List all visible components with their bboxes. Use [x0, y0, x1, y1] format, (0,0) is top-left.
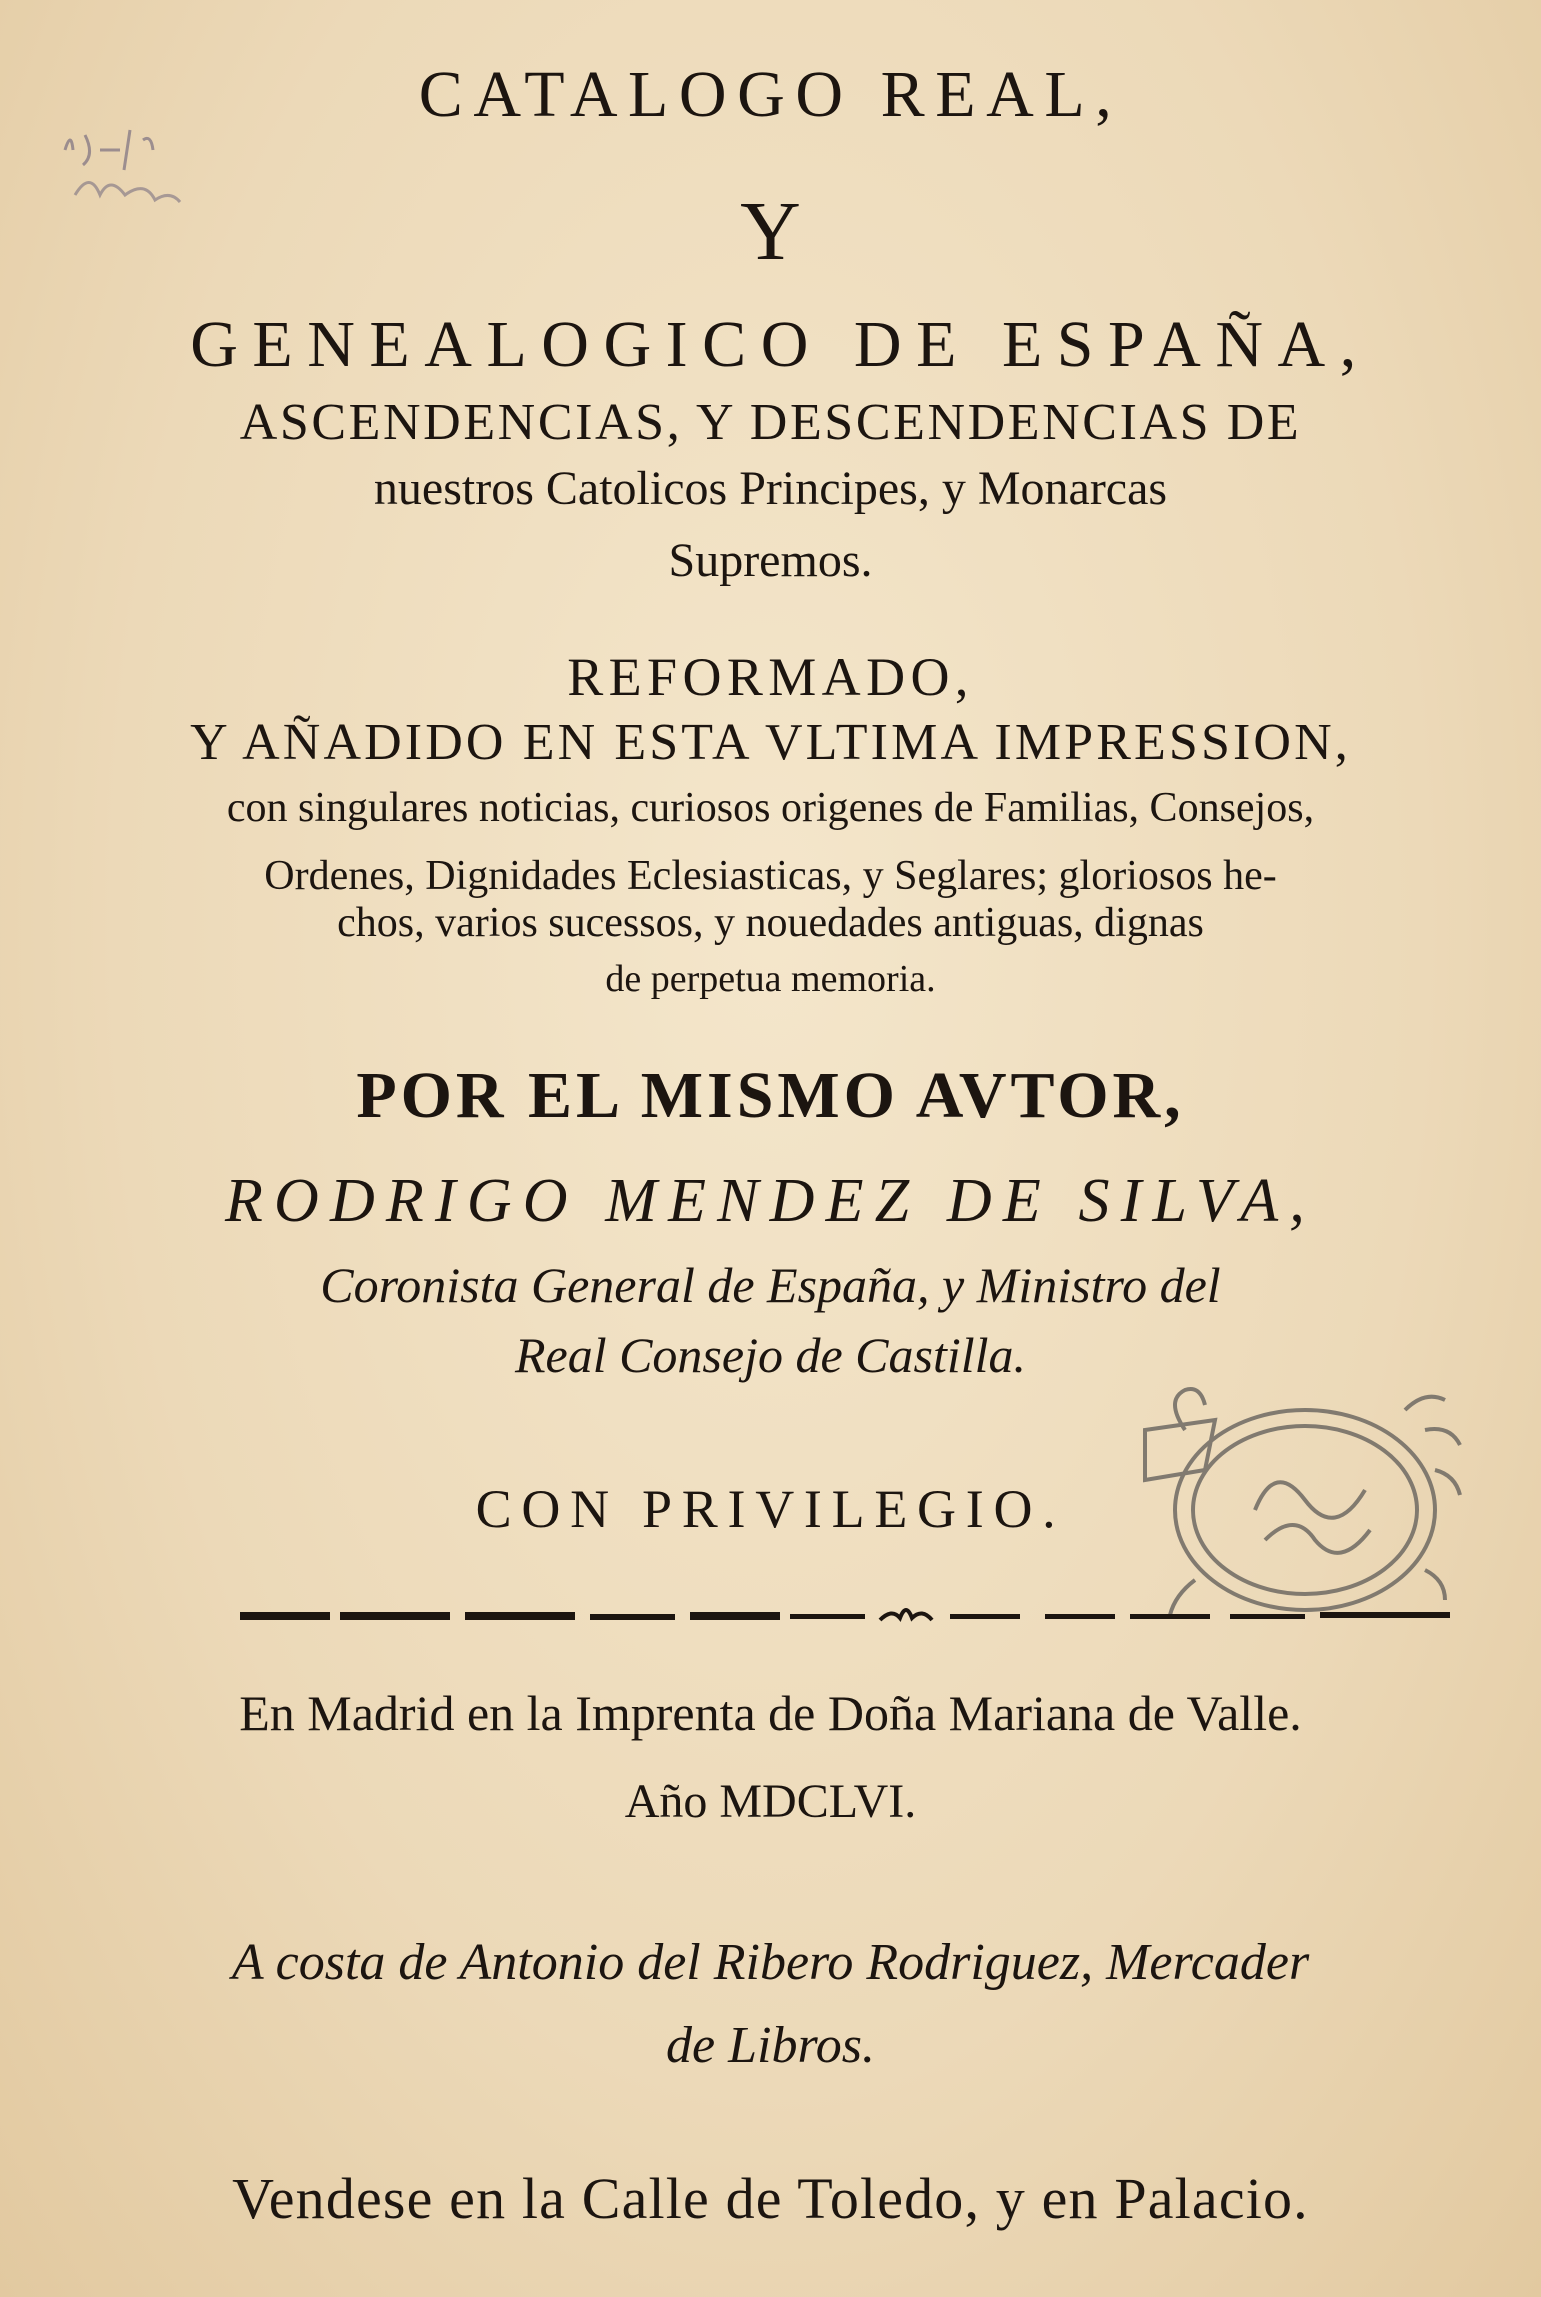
title-line-supremos: Supremos. [668, 534, 873, 587]
author-title-line-2: Real Consejo de Castilla. [514, 1327, 1027, 1383]
title-line-genealogico: GENEALOGICO DE ESPAÑA, [190, 308, 1371, 381]
title-line-catalogo-real: CATALOGO REAL, [418, 58, 1123, 131]
ornamental-rule [70, 1600, 1480, 1640]
author-name: RODRIGO MENDEZ DE SILVA, [225, 1167, 1316, 1235]
title-line-noticias: con singulares noticias, curiosos origenes de Familias, Consejos, [226, 785, 1315, 831]
author-heading: POR EL MISMO AVTOR, [356, 1059, 1185, 1132]
title-line-memoria: de perpetua memoria. [605, 958, 936, 1000]
title-line-principes: nuestros Catolicos Principes, y Monarcas [373, 462, 1168, 515]
title-line-reformado: REFORMADO, [567, 647, 974, 707]
privilege-line: CON PRIVILEGIO. [475, 1479, 1066, 1539]
publisher-line-2: de Libros. [666, 2017, 875, 2074]
author-title-line-1: Coronista General de España, y Ministro del [320, 1257, 1221, 1313]
title-line-sucessos: chos, varios sucessos, y nouedades antiguas, dignas [337, 900, 1204, 946]
imprint-line: En Madrid en la Imprenta de Doña Mariana de Valle. [239, 1685, 1302, 1741]
title-line-ordenes: Ordenes, Dignidades Eclesiasticas, y Seglares; gloriosos he- [264, 853, 1277, 899]
sale-location-line: Vendese en la Calle de Toledo, y en Palacio. [232, 2166, 1309, 2231]
publisher-line-1: A costa de Antonio del Ribero Rodriguez, Mercader [231, 1934, 1310, 1991]
title-line-ascendencias: ASCENDENCIAS, Y DESCENDENCIAS DE [239, 394, 1302, 451]
title-line-anadido: Y AÑADIDO EN ESTA VLTIMA IMPRESSION, [190, 714, 1351, 771]
title-line-y: Y [740, 185, 801, 278]
library-stamp-icon [1105, 1370, 1475, 1630]
imprint-year: Año MDCLVI. [624, 1775, 917, 1828]
